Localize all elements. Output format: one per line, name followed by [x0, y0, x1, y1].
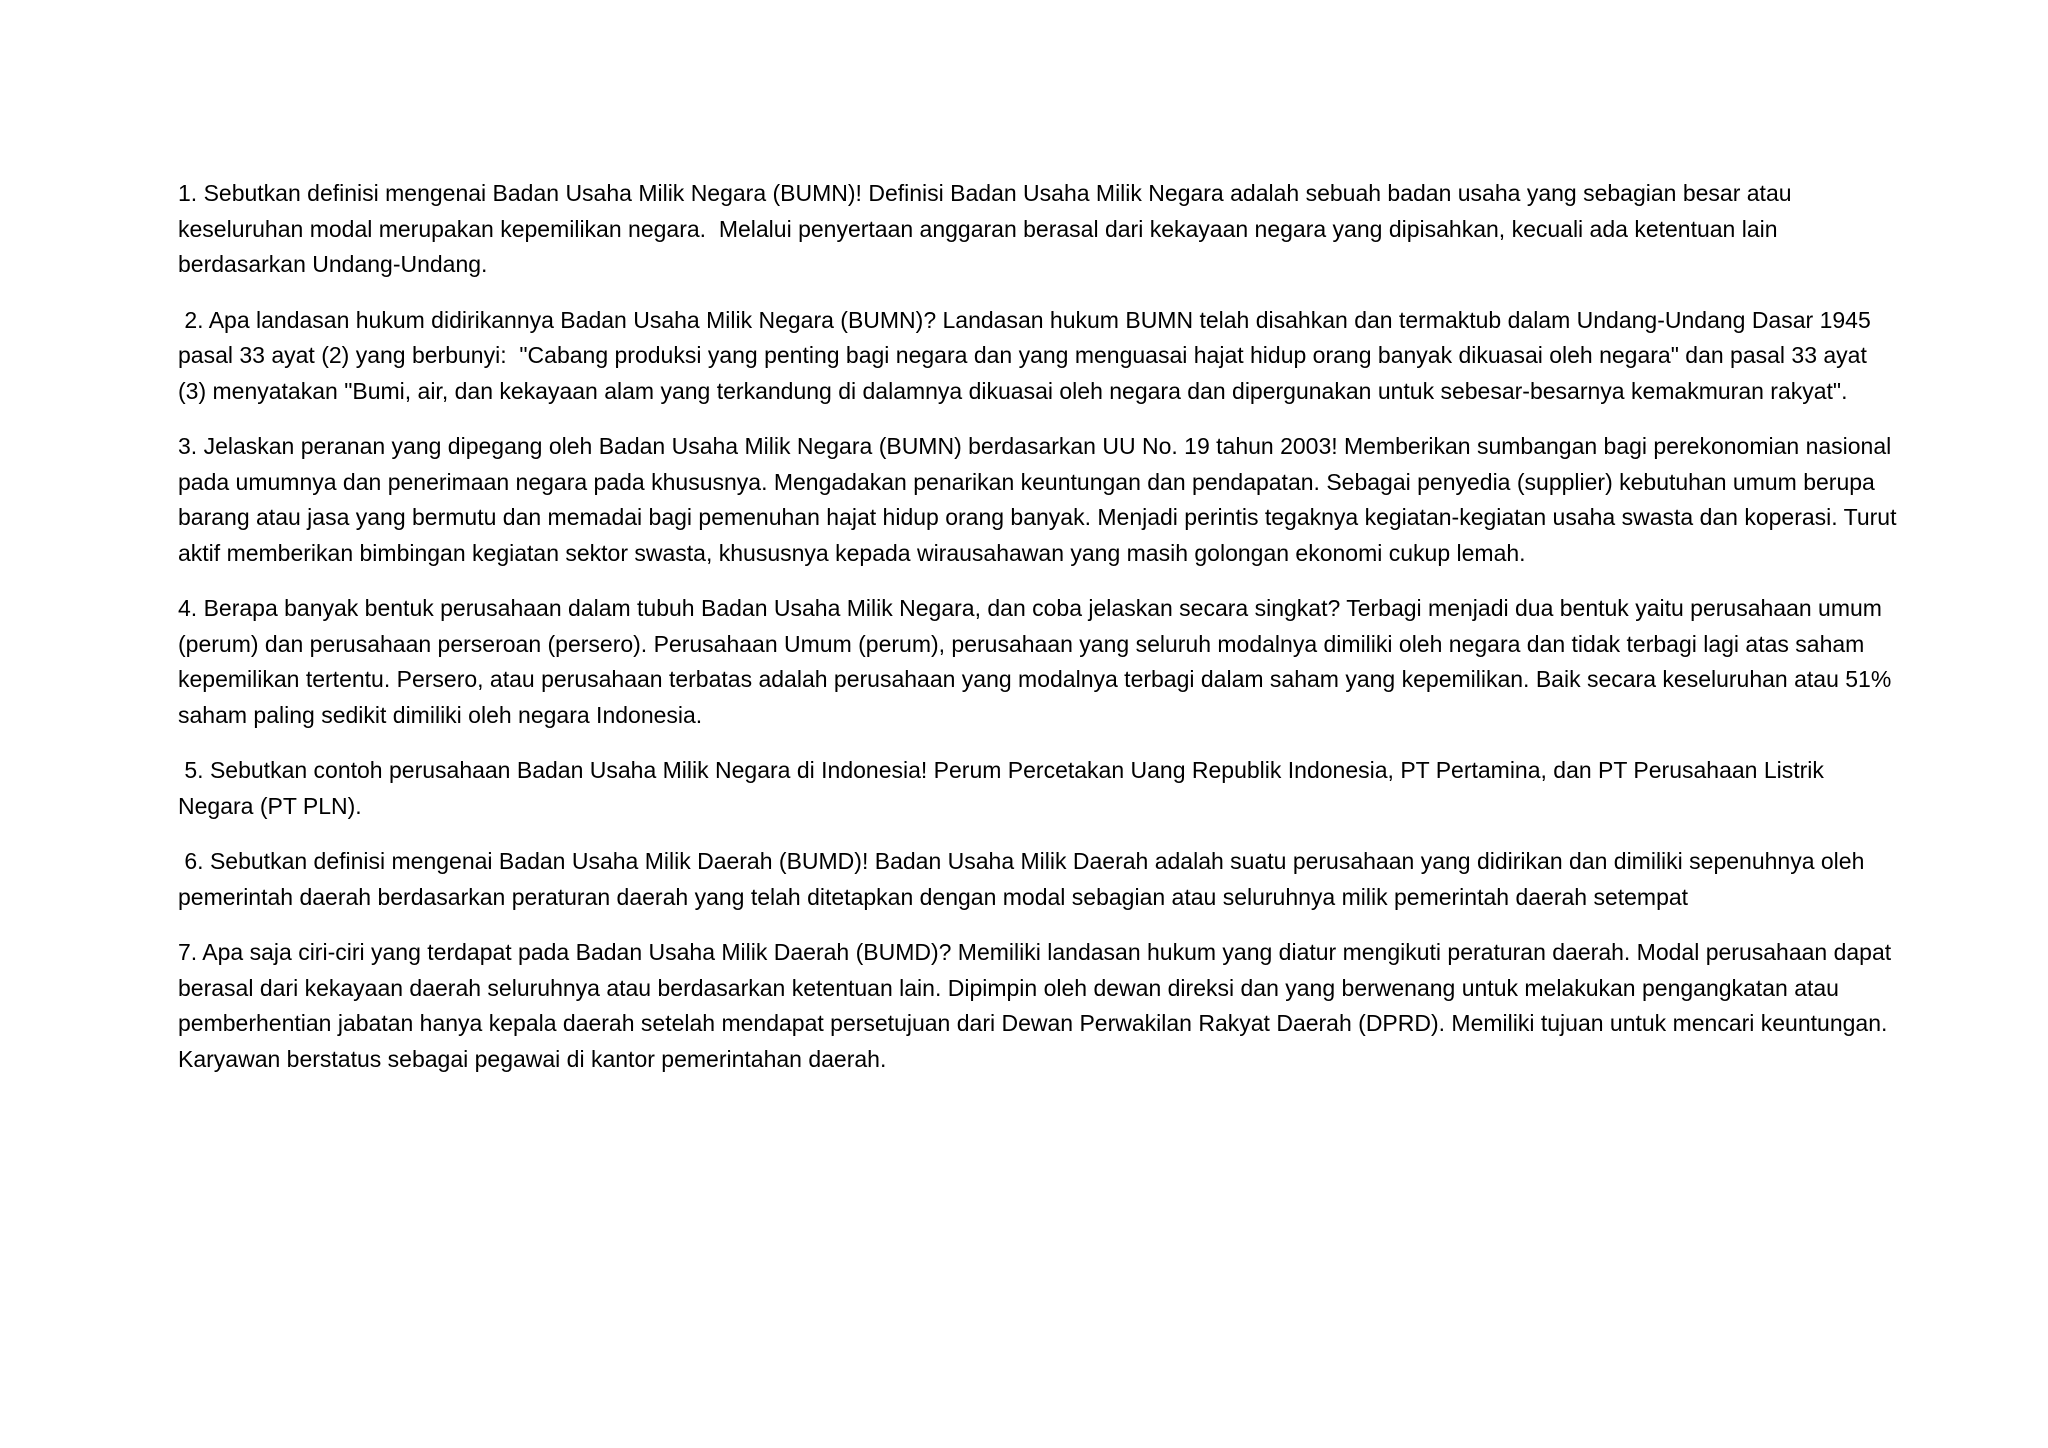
paragraph-1: 1. Sebutkan definisi mengenai Badan Usaha Milik Negara (BUMN)! Definisi Badan Usaha Milik Negara adalah sebuah badan usaha yang sebagian besar atau keseluruhan modal merupakan kepemilikan negara. Melalui penyertaan anggaran berasal dari kekayaan negara yang dipisahkan, kecuali ada ketentuan lain berdasarkan Undang-Undang.: [178, 180, 1798, 277]
paragraph-2: 2. Apa landasan hukum didirikannya Badan Usaha Milik Negara (BUMN)? Landasan hukum BUMN telah disahkan dan termaktub dalam Undang-Undang Dasar 1945 pasal 33 ayat (2) yang berbunyi: "Cabang produksi yang penting bagi negara dan yang menguasai hajat hidup orang banyak dikuasai oleh negara" dan pasal 33 ayat (3) menyatakan "Bumi, air, dan kekayaan alam yang terkandung di dalamnya dikuasai oleh negara dan dipergunakan untuk sebesar-besarnya kemakmuran rakyat".: [178, 306, 1878, 404]
paragraph-6: 6. Sebutkan definisi mengenai Badan Usaha Milik Daerah (BUMD)! Badan Usaha Milik Daerah adalah suatu perusahaan yang didirikan dan dimiliki sepenuhnya oleh pemerintah daerah berdasarkan peraturan daerah yang telah ditetapkan dengan modal sebagian atau seluruhnya milik pemerintah daerah setempat: [178, 848, 1871, 910]
document-body: [178, 176, 1903, 1097]
paragraph-3: 3. Jelaskan peranan yang dipegang oleh Badan Usaha Milik Negara (BUMN) berdasarkan UU No. 19 tahun 2003! Memberikan sumbangan bagi perekonomian nasional pada umumnya dan penerimaan negara pada khususnya. Mengadakan penarikan keuntungan dan pendapatan. Sebagai penyedia (supplier) kebutuhan umum berupa barang atau jasa yang bermutu dan memadai bagi pemenuhan hajat hidup orang banyak. Menjadi perintis tegaknya kegiatan-kegiatan usaha swasta dan koperasi. Turut aktif memberikan bimbingan kegiatan sektor swasta, khususnya kepada wirausahawan yang masih golongan ekonomi cukup lemah.: [178, 433, 1903, 566]
paragraph-5: 5. Sebutkan contoh perusahaan Badan Usaha Milik Negara di Indonesia! Perum Percetakan Uang Republik Indonesia, PT Pertamina, dan PT Perusahaan Listrik Negara (PT PLN).: [178, 757, 1831, 819]
paragraph-7: 7. Apa saja ciri-ciri yang terdapat pada Badan Usaha Milik Daerah (BUMD)? Memiliki landasan hukum yang diatur mengikuti peraturan daerah. Modal perusahaan dapat berasal dari kekayaan daerah seluruhnya atau berdasarkan ketentuan lain. Dipimpin oleh dewan direksi dan yang berwenang untuk melakukan pengangkatan atau pemberhentian jabatan hanya kepala daerah setelah mendapat persetujuan dari Dewan Perwakilan Rakyat Daerah (DPRD). Memiliki tujuan untuk mencari keuntungan. Karyawan berstatus sebagai pegawai di kantor pemerintahan daerah.: [178, 939, 1898, 1072]
paragraph-4: 4. Berapa banyak bentuk perusahaan dalam tubuh Badan Usaha Milik Negara, dan coba jelaskan secara singkat? Terbagi menjadi dua bentuk yaitu perusahaan umum (perum) dan perusahaan perseroan (persero). Perusahaan Umum (perum), perusahaan yang seluruh modalnya dimiliki oleh negara dan tidak terbagi lagi atas saham kepemilikan tertentu. Persero, atau perusahaan terbatas adalah perusahaan yang modalnya terbagi dalam saham yang kepemilikan. Baik secara keseluruhan atau 51% saham paling sedikit dimiliki oleh negara Indonesia.: [178, 595, 1898, 728]
